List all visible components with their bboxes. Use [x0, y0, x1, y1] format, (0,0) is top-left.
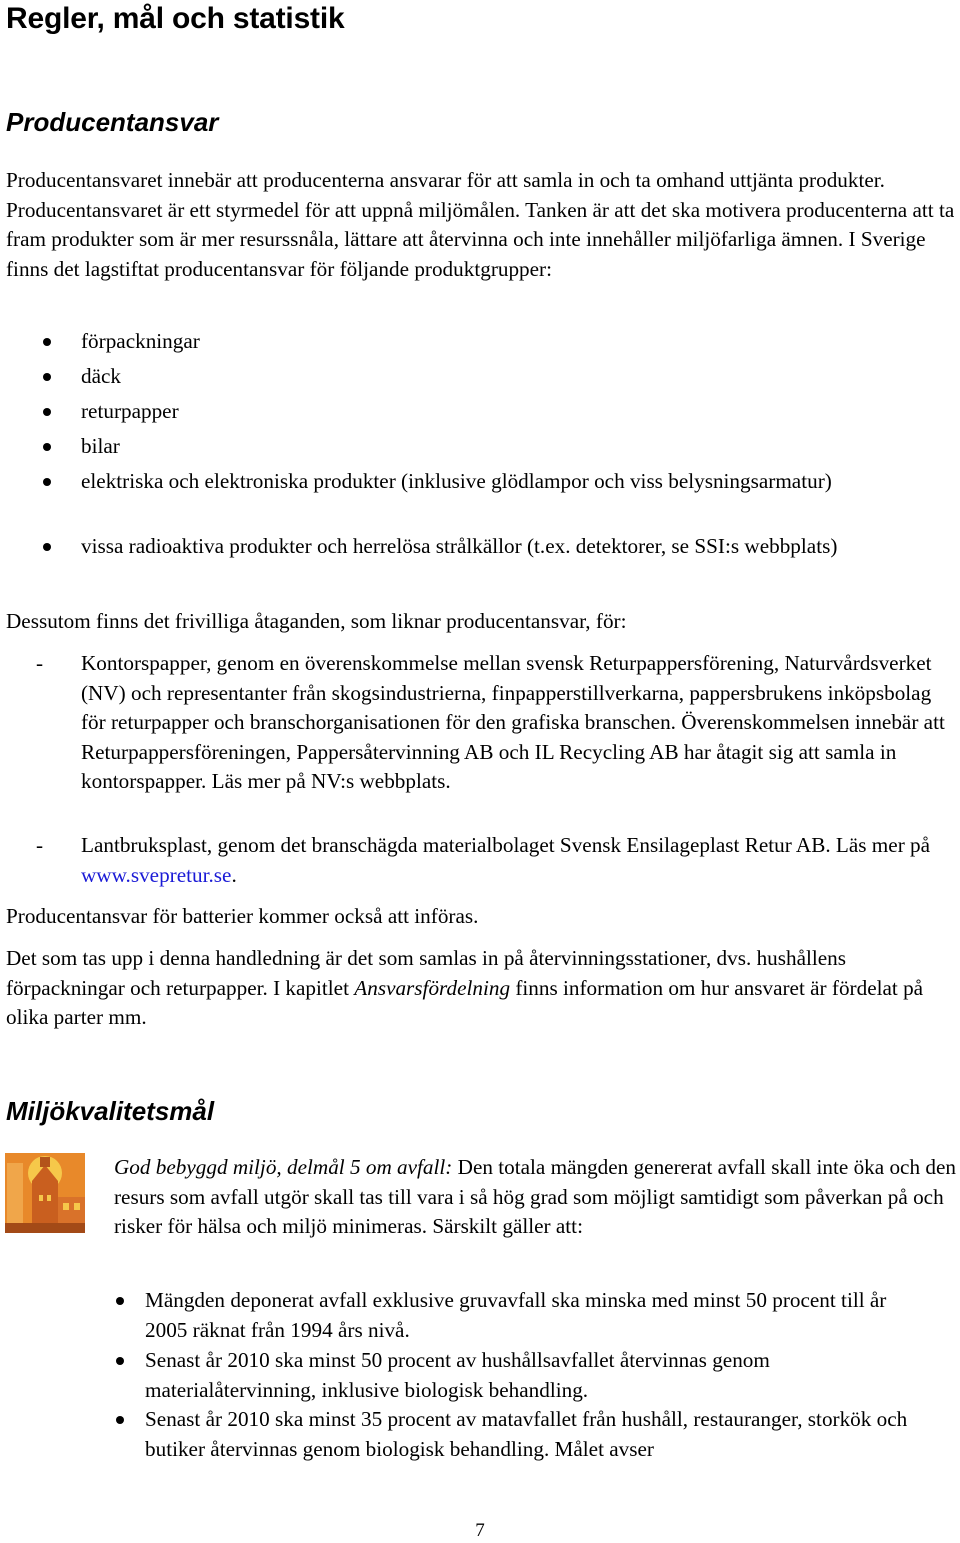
batteries-paragraph: Producentansvar för batterier kommer också att införas. [6, 904, 479, 928]
bullet-icon [116, 1297, 124, 1305]
voluntary-item-text: Kontorspapper, genom en överenskommelse mellan svensk Returpappersförening, Naturvårdsverket (NV) och representanter från skogsindustrierna, finpapperstillverkarna, pappersbrukens inköpsbolag för returpapper och branschorganisationen för den grafiska branschen. Överenskommelsen innebär att Returpappersföreningen, Pappersåtervinning AB och IL Recycling AB har åtagit sig att samla in kontorspapper. Läs mer på NV:s webbplats. [81, 651, 945, 793]
svepretur-link[interactable]: www.svepretur.se [81, 862, 232, 887]
bullet-icon [116, 1416, 124, 1424]
page-number: 7 [475, 1520, 485, 1541]
goal-paragraph: God bebyggd miljö, delmål 5 om avfall: Den totala mängden genererat avfall skall inte öka och den resurs som avfall utgör skall tas till vara i så hög grad som möjligt samtidigt som påverkan på och risker för hälsa och miljö minimeras. Särskilt gäller att: [114, 1155, 956, 1238]
section-heading-miljokvalitetsmal: Miljökvalitetsmål [6, 1096, 215, 1126]
section-heading-producentansvar: Producentansvar [6, 107, 219, 137]
voluntary-item-text: Lantbruksplast, genom det branschägda materialbolaget Svensk Ensilageplast Retur AB. Läs mer på www.svepretur.se. [81, 833, 931, 887]
dash-marker: - [36, 833, 44, 857]
chapter-reference: Ansvarsfördelning [354, 975, 511, 1000]
bullet-icon [116, 1357, 124, 1365]
bullet-icon [43, 373, 51, 381]
bullet-icon [43, 338, 51, 346]
closing-paragraph: Det som tas upp i denna handledning är det som samlas in på återvinningsstationer, dvs. hushållens förpackningar och returpapper. I kapitlet Ansvarsfördelning finns information om hur ansvaret är fördelat på olika parter mm. [6, 946, 924, 1029]
page-title: Regler, mål och statistik [6, 2, 345, 35]
intro-paragraph: Producentansvaret innebär att producenterna ansvarar för att samla in och ta omhand uttjänta produkter. Producentansvaret är ett styrmedel för att uppnå miljömålen. Tanken är att det ska motivera producenterna att ta fram produkter som är mer resurssnåla, lättare att återvinna och inte innehåller miljöfarliga ämnen. I Sverige finns det lagstiftat producentansvar för följande produktgrupper: [6, 168, 955, 281]
document-page: Regler, mål och statistik Producentansvar Producentansvaret innebär att producenterna ansvarar för att samla in och ta omhand uttjänta produkter. Producentansvaret är ett styrmedel för att uppnå miljömålen. Tanken är att det ska motivera producenterna att ta fram produkter som är mer resurssnåla, lättare att återvinna och inte innehåller miljöfarliga ämnen. I Sverige finns det lagstiftat producentansvar för följande produktgrupper: förpackningar däck returpapper bilar elektriska och elektroniska produkter (inklusive glödlampor och viss belysningsarmatur) vissa radioaktiva produkter och herrelösa strålkällor (t.ex. detektorer, se SSI:s webbplats) Dessutom finns det frivilliga åtaganden, som liknar producentansvar, för: - Kontorspapper, genom en överenskommelse mellan svensk Returpappersförening, Naturvårdsverket (NV) och representanter från skogsindustrierna, finpapperstillverkarna, pappersbrukens inköpsbolag för returpapper och branschorganisationen för den grafiska branschen. Överenskommelsen innebär att Returpappersföreningen, Pappersåtervinning AB och IL Recycling AB har åtagit sig att samla in kontorspapper. Läs mer på NV:s webbplats. - Lantbruksplast, genom det branschägda materialbolaget Svensk Ensilageplast Retur AB. Läs mer på www.svepretur.se. Producentansvar för batterier kommer också att införas. Det som tas upp i denna handledning är det som samlas in på återvinningsstationer, dvs. hushållens förpackningar och returpapper. I kapitlet Ansvarsfördelning finns information om hur ansvaret är fördelat på olika parter mm. Miljökvalitetsmål God bebyggd miljö, delmål 5 om avfall: Den totala mängden genererat avfall skall inte öka och den resurs som avfall utgör skall tas till vara i så hög grad som möjligt samtidigt som påverkan på och risker för hälsa och miljö minimeras. Särskilt gäller att: Mängden deponerat avfall exklusive gruvavfall ska minska med minst 50 procent till år 2005 räknat från 1994 års nivå. Senast år 2010 ska minst 50 procent av hushållsavfallet återvinnas genom materialåtervinning, inklusive biologisk behandling. Senast år 2010 ska minst 35 procent av matavfallet från hushåll, restauranger, storkök och butiker återvinnas genom biologisk behandling. Målet avser 7 [0, 0, 960, 1541]
voluntary-intro: Dessutom finns det frivilliga åtaganden, som liknar producentansvar, för: [6, 609, 627, 633]
bullet-icon [43, 443, 51, 451]
bullet-icon [43, 408, 51, 416]
bullet-icon [43, 543, 51, 551]
bullet-icon [43, 478, 51, 486]
dash-marker: - [36, 651, 44, 675]
goal-title: God bebyggd miljö, delmål 5 om avfall: [114, 1155, 453, 1179]
miljomal-logo-icon [5, 1153, 85, 1233]
